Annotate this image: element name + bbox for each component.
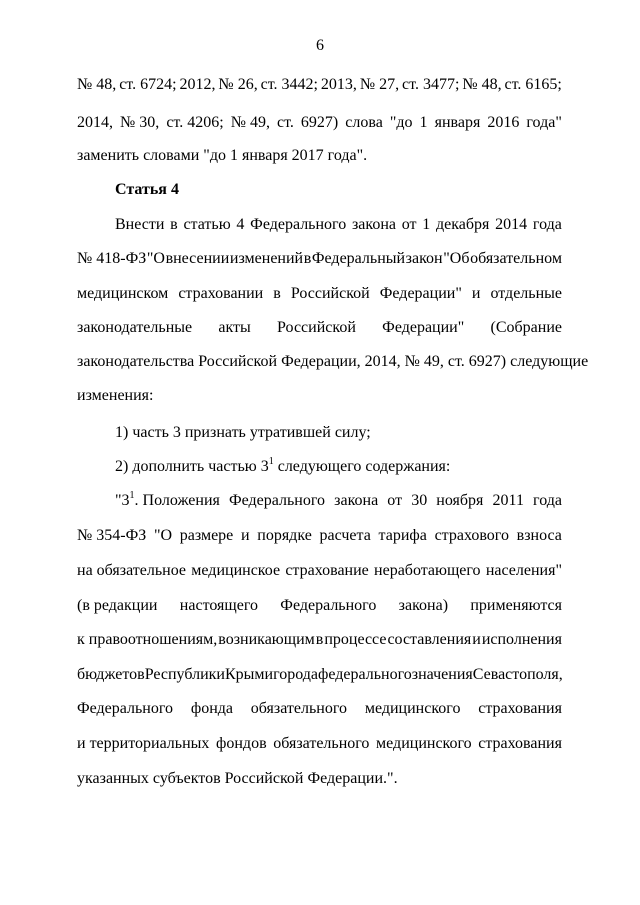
word: ст. 3442;	[260, 76, 318, 93]
word: медицинского	[376, 735, 472, 752]
word: порядке	[257, 527, 312, 544]
word: (в редакции	[77, 597, 158, 614]
word: слова	[345, 114, 383, 131]
text-line	[77, 561, 562, 581]
word: № 49,	[230, 114, 270, 131]
quote-first-word: . Положения	[134, 492, 220, 509]
word: № 48,	[462, 76, 502, 93]
item-2-superscript: 1	[268, 456, 274, 467]
item-1: 1) часть 3 признать утратившей силу;	[115, 424, 371, 441]
word: Федеральный	[311, 250, 406, 267]
word: обязательного	[273, 735, 370, 752]
word: и территориальных	[77, 735, 210, 752]
quote-word: 2011	[492, 492, 524, 509]
word: 2016	[487, 114, 520, 131]
word: "О	[146, 250, 165, 267]
word: 4	[236, 216, 245, 233]
word: Российской	[290, 285, 370, 302]
word: составления	[387, 631, 472, 648]
word: города	[273, 666, 319, 683]
article-title: Статья 4	[115, 181, 179, 198]
text-line	[77, 769, 562, 789]
quote-word: от	[387, 492, 403, 509]
text-line	[77, 75, 562, 95]
word: от	[401, 216, 417, 233]
word: обязательного	[250, 700, 348, 717]
word: в	[315, 631, 324, 648]
word: 2014,	[77, 114, 113, 131]
word: процессе	[324, 631, 387, 648]
word: (Собрание	[490, 319, 562, 336]
item-2	[115, 457, 562, 477]
quote-first-line	[115, 491, 562, 511]
word: отдельные	[490, 285, 562, 302]
word: 2012,	[179, 76, 216, 93]
word: 1	[422, 216, 431, 233]
word: ст. 3477;	[402, 76, 460, 93]
word: взноса	[516, 527, 562, 544]
quote-word: закона	[334, 492, 379, 509]
word: в	[170, 216, 178, 233]
word: возникающим	[218, 631, 315, 648]
word: № 27,	[359, 76, 400, 93]
text-line	[77, 630, 562, 650]
word: № 30,	[120, 114, 160, 131]
word: закон	[405, 250, 443, 267]
quote-superscript: 1	[129, 490, 135, 501]
word: тарифа	[378, 527, 427, 544]
word: года	[532, 216, 562, 233]
word: неработающего	[374, 562, 481, 579]
word: законодательства Российской Федерации, 2014, № 49, ст. 6927) следующие	[77, 353, 589, 370]
word: № 354-ФЗ	[77, 527, 147, 544]
word: страхование	[285, 562, 369, 579]
word: и	[240, 527, 250, 544]
word: Российской	[277, 319, 356, 336]
word: № 418-ФЗ	[77, 250, 147, 267]
word: акты	[218, 319, 251, 336]
word: статью	[183, 216, 231, 233]
word: декабря	[436, 216, 490, 233]
word: 2014	[495, 216, 528, 233]
word: 6927)	[300, 114, 339, 131]
word: изменений	[229, 250, 304, 267]
quote-word: ноября	[436, 492, 484, 509]
word: закона)	[398, 597, 449, 614]
text-line	[77, 146, 562, 166]
word: 1	[419, 114, 428, 131]
word: "до	[389, 114, 413, 131]
word: населения"	[485, 562, 562, 579]
word: и	[471, 285, 481, 302]
item-2-text-after: следующего содержания:	[273, 458, 451, 475]
word: Крым	[224, 666, 265, 683]
text-line	[77, 596, 562, 616]
quote-word: года	[533, 492, 562, 509]
quote-open: "3	[115, 492, 130, 509]
text-line	[77, 699, 562, 719]
word: внесении	[165, 250, 230, 267]
word: медицинском	[77, 285, 169, 302]
word: расчета	[319, 527, 371, 544]
word: в	[273, 285, 281, 302]
quote-word	[115, 491, 220, 511]
word: медицинское	[191, 562, 281, 579]
word: применяются	[470, 597, 562, 614]
word: медицинского	[364, 700, 461, 717]
word: фонда	[190, 700, 233, 717]
quote-word: 30	[411, 492, 428, 509]
word: Федерации"	[379, 285, 462, 302]
word: ст.	[277, 114, 294, 131]
text-line	[77, 249, 562, 269]
text-line	[77, 113, 562, 133]
word: фондов	[216, 735, 267, 752]
word: страховании	[178, 285, 264, 302]
word: "О	[153, 527, 173, 544]
word: к правоотношениям,	[77, 631, 218, 648]
word: размере	[179, 527, 234, 544]
word: заменить словами "до 1 января 2017 года".	[77, 147, 368, 164]
text-line	[77, 526, 562, 546]
word: и	[472, 631, 481, 648]
word: бюджетов	[77, 666, 145, 683]
word: "Об	[443, 250, 470, 267]
word: закона	[351, 216, 396, 233]
word: ст. 6165;	[504, 76, 562, 93]
word: указанных субъектов Российской Федерации.".	[77, 770, 398, 787]
page-number: 6	[316, 37, 324, 54]
word: и	[264, 666, 274, 683]
word: страхования	[478, 700, 562, 717]
quote-word: Федерального	[229, 492, 326, 509]
word: на обязательное	[77, 562, 187, 579]
word: страхового	[434, 527, 509, 544]
word: исполнения	[481, 631, 562, 648]
word: изменения:	[77, 387, 154, 404]
word: обязательном	[470, 250, 562, 267]
word: Федерации"	[382, 319, 465, 336]
word: страхования	[478, 735, 562, 752]
word: значения	[411, 666, 473, 683]
text-line	[77, 386, 562, 406]
text-line	[77, 734, 562, 754]
text-line	[77, 284, 562, 304]
text-line	[77, 352, 589, 372]
word: Федерального	[280, 597, 377, 614]
word: 2013,	[320, 76, 357, 93]
word: ст. 4206;	[166, 114, 224, 131]
word: № 48,	[77, 76, 117, 93]
word: Внести	[115, 216, 165, 233]
word: законодательные	[77, 319, 193, 336]
word: января	[434, 114, 481, 131]
word: настоящего	[179, 597, 258, 614]
text-line	[77, 665, 562, 685]
text-line	[77, 318, 562, 338]
word: Федерального	[77, 700, 174, 717]
item-2-text: 2) дополнить частью 3	[115, 458, 269, 475]
word: № 26,	[218, 76, 258, 93]
word: года"	[526, 114, 562, 131]
word: Федерального	[250, 216, 347, 233]
text-line	[115, 215, 562, 235]
word: федерального	[318, 666, 412, 683]
word: Республики	[144, 666, 225, 683]
word: Севастополя,	[472, 666, 563, 683]
word: в	[303, 250, 312, 267]
word: ст. 6724;	[119, 76, 177, 93]
